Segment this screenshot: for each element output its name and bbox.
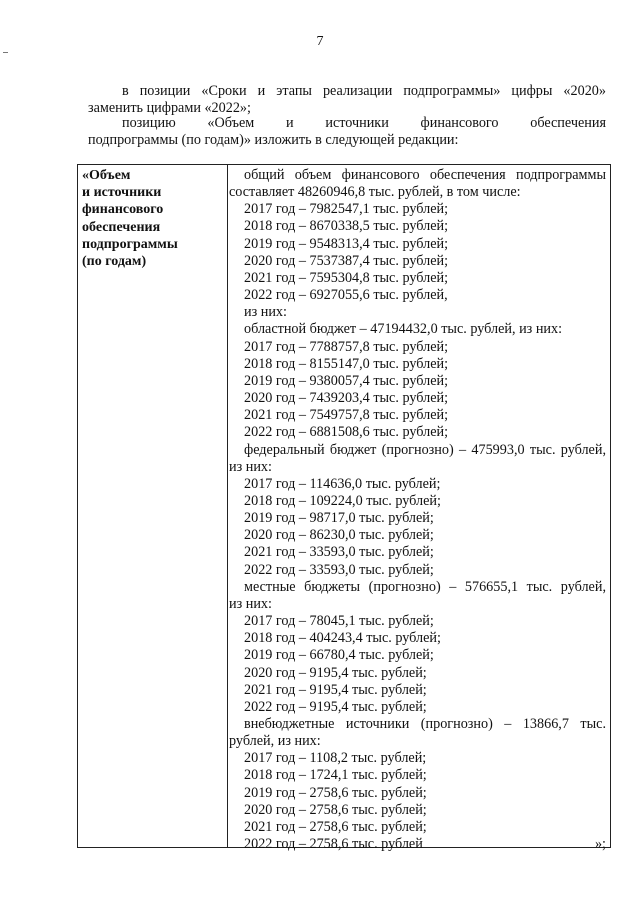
funding-line: 2017 год – 7788757,8 тыс. рублей; [244, 338, 449, 355]
funding-line: 2018 год – 404243,4 тыс. рублей; [244, 630, 441, 647]
funding-line: 2017 год – 7982547,1 тыс. рублей; [244, 201, 449, 218]
funding-line: 2017 год – 1108,2 тыс. рублей; [244, 750, 427, 767]
funding-line: 2019 год – 98717,0 тыс. рублей; [244, 510, 434, 527]
funding-line: 2019 год – 66780,4 тыс. рублей; [244, 647, 434, 664]
funding-line: 2018 год – 8670338,5 тыс. рублей; [244, 218, 449, 235]
funding-line: из них: [229, 458, 272, 475]
funding-line-last [229, 836, 606, 853]
funding-line: составляет 48260946,8 тыс. рублей, в том числе: [229, 184, 521, 201]
paragraph-line: позицию «Объем и источники финансового обеспечения [122, 115, 606, 131]
table-heading-cell [82, 167, 225, 270]
heading-line: подпрограммы [82, 236, 178, 252]
funding-table [77, 164, 611, 853]
funding-line: 2017 год – 114636,0 тыс. рублей; [244, 475, 441, 492]
funding-line: 2022 год – 9195,4 тыс. рублей; [244, 698, 427, 715]
funding-line: местные бюджеты (прогнозно) – 576655,1 тыс. рублей, [244, 578, 606, 595]
funding-line: 2019 год – 9380057,4 тыс. рублей; [244, 372, 449, 389]
scan-mark [3, 52, 8, 53]
funding-line: 2018 год – 109224,0 тыс. рублей; [244, 492, 441, 509]
funding-line: 2020 год – 9195,4 тыс. рублей; [244, 664, 427, 681]
funding-line: 2018 год – 8155147,0 тыс. рублей; [244, 355, 449, 372]
funding-line: внебюджетные источники (прогнозно) – 13866,7 тыс. [244, 716, 606, 732]
funding-line: 2021 год – 33593,0 тыс. рублей; [244, 544, 434, 561]
funding-line: 2022 год – 33593,0 тыс. рублей; [244, 561, 434, 578]
funding-line: 2019 год – 9548313,4 тыс. рублей; [244, 235, 449, 252]
funding-line: 2020 год – 7439203,4 тыс. рублей; [244, 390, 449, 407]
paragraph-line: подпрограммы (по годам)» изложить в следующей редакции: [88, 132, 459, 148]
funding-line: федеральный бюджет (прогнозно) – 475993,0 тыс. рублей, [244, 441, 606, 458]
funding-line: 2020 год – 7537387,4 тыс. рублей; [244, 252, 449, 269]
closing-quote: »; [594, 836, 606, 853]
heading-line: «Объем [82, 168, 131, 183]
heading-line: (по годам) [82, 254, 147, 270]
table-column-divider [227, 165, 228, 847]
funding-line: 2017 год – 78045,1 тыс. рублей; [244, 613, 434, 630]
table-content-cell [229, 167, 606, 853]
paragraph-line: в позиции «Сроки и этапы реализации подпрограммы» цифры «2020» [122, 83, 606, 99]
funding-line: 2021 год – 7549757,8 тыс. рублей; [244, 407, 449, 424]
funding-line: 2018 год – 1724,1 тыс. рублей; [244, 767, 427, 784]
heading-line: и источники [82, 185, 162, 201]
heading-line: финансового [82, 202, 164, 218]
funding-line: рублей, из них: [229, 733, 321, 750]
funding-line: 2022 год – 6881508,6 тыс. рублей; [244, 424, 449, 441]
page-number: 7 [316, 34, 324, 49]
funding-line: областной бюджет – 47194432,0 тыс. рублей, из них: [244, 321, 563, 338]
paragraph-line: заменить цифрами «2022»; [88, 100, 251, 116]
paragraph-deadlines [88, 83, 606, 117]
funding-line: 2022 год – 6927055,6 тыс. рублей, [244, 287, 448, 304]
funding-line: 2020 год – 86230,0 тыс. рублей; [244, 527, 434, 544]
funding-line: 2020 год – 2758,6 тыс. рублей; [244, 801, 427, 818]
funding-line: 2019 год – 2758,6 тыс. рублей; [244, 784, 427, 801]
funding-line: общий объем финансового обеспечения подпрограммы [244, 167, 606, 183]
funding-line-text: 2022 год – 2758,6 тыс. рублей [244, 836, 423, 853]
heading-line: обеспечения [82, 219, 161, 235]
funding-line: из них: [229, 595, 272, 612]
funding-line: 2021 год – 9195,4 тыс. рублей; [244, 681, 427, 698]
funding-line: из них: [244, 304, 287, 321]
paragraph-funding [88, 115, 606, 149]
funding-line: 2021 год – 2758,6 тыс. рублей; [244, 818, 427, 835]
funding-line: 2021 год – 7595304,8 тыс. рублей; [244, 269, 449, 286]
